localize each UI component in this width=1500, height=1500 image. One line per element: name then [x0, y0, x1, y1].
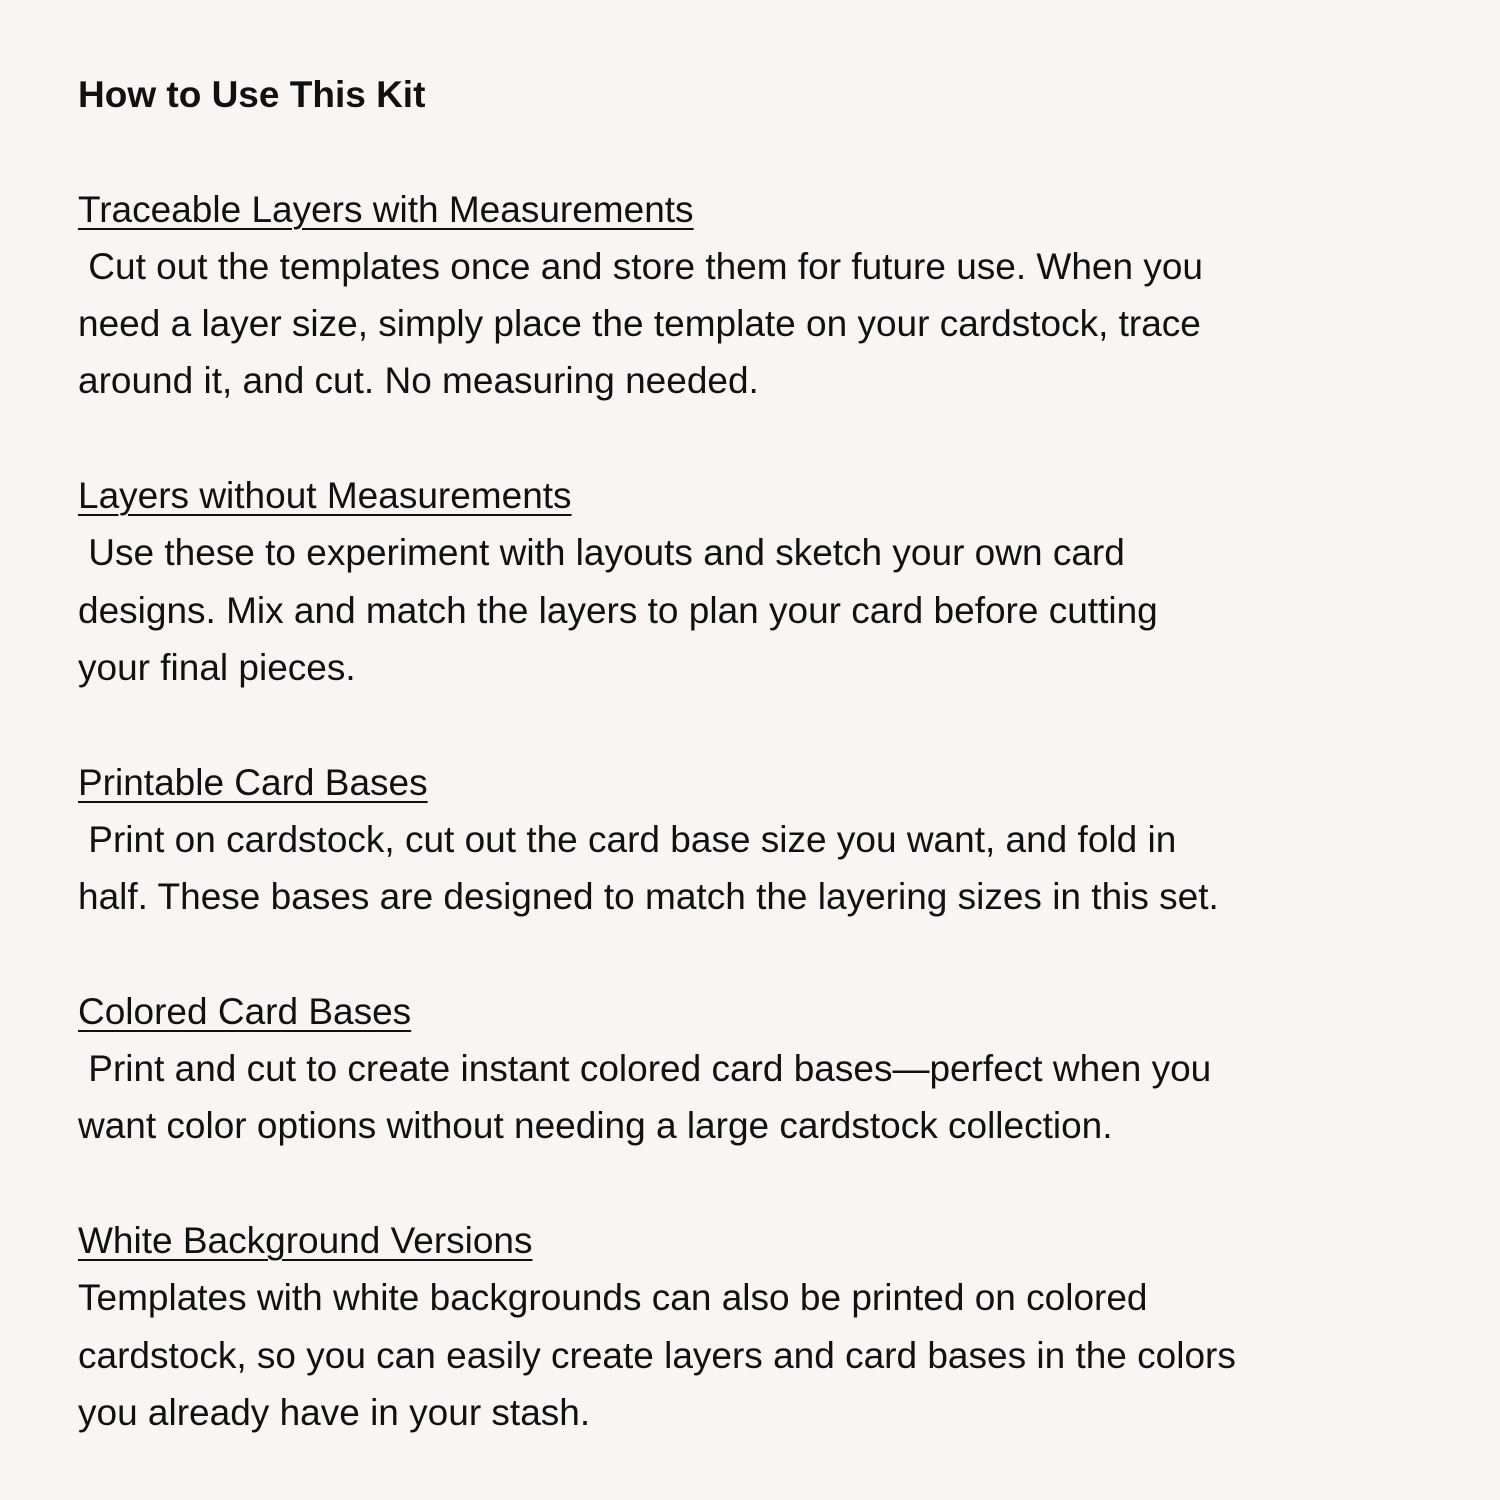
- section: [78, 123, 1438, 409]
- section-heading: Layers without Measurements: [78, 475, 572, 517]
- section-heading: White Background Versions: [78, 1219, 533, 1261]
- section-text-line: Print on cardstock, cut out the card base size you want, and fold in: [78, 818, 1177, 860]
- section: [78, 696, 1438, 925]
- section-text-line: Templates with white backgrounds can also be printed on colored: [78, 1277, 1148, 1319]
- section-text-line: cardstock, so you can easily create layers and card bases in the colors: [78, 1334, 1236, 1376]
- section-text-line: half. These bases are designed to match the layering sizes in this set.: [78, 876, 1219, 918]
- section-text-line: Cut out the templates once and store them for future use. When you: [78, 245, 1204, 287]
- document-page: [78, 66, 1438, 1441]
- section-text-line: Use these to experiment with layouts and sketch your own card: [78, 532, 1125, 574]
- section-text-line: your final pieces.: [78, 646, 356, 688]
- page-title: How to Use This Kit: [78, 74, 426, 115]
- spacer: [78, 410, 1438, 467]
- section-heading: Colored Card Bases: [78, 990, 412, 1032]
- section: [78, 925, 1438, 1154]
- spacer: [78, 1155, 1438, 1212]
- section-text-line: around it, and cut. No measuring needed.: [78, 360, 759, 402]
- spacer: [78, 925, 1438, 982]
- section-heading: Traceable Layers with Measurements: [78, 188, 694, 230]
- spacer: [78, 696, 1438, 753]
- section-text-line: designs. Mix and match the layers to plan your card before cutting: [78, 589, 1158, 631]
- section-text-line: want color options without needing a large cardstock collection.: [78, 1105, 1113, 1147]
- section-text-line: you already have in your stash.: [78, 1391, 591, 1433]
- section-heading: Printable Card Bases: [78, 761, 428, 803]
- section-text-line: need a layer size, simply place the template on your cardstock, trace: [78, 303, 1201, 345]
- section: [78, 410, 1438, 696]
- sections: [78, 123, 1438, 1441]
- section: [78, 1155, 1438, 1441]
- spacer: [78, 123, 1438, 180]
- section-text-line: Print and cut to create instant colored card bases—perfect when you: [78, 1048, 1212, 1090]
